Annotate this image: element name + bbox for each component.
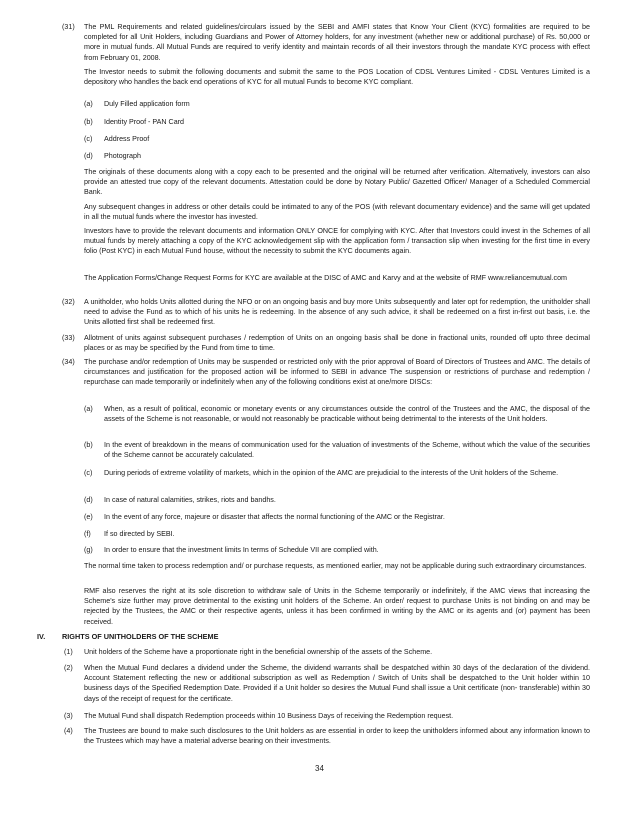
kyc-doc-a-label: (a) xyxy=(84,100,93,108)
clause-31-text: The PML Requirements and related guidelines/circulars issued by the SEBI and AMFI states that Know Your Client (KYC) formalities are required to be completed for all Unit Holders, including Guardians and Power of Attorney holders, for any investment (whether new or additional purchase) of Rs. 50,000 or more in mutual funds. All Mutual Funds are required to verify identity and maintain records of all their investors through the mandate KYC process with effect from February 01, 2008. xyxy=(84,23,590,62)
clause-31-para5: Investors have to provide the relevant documents and information ONLY ONCE for complying with KYC. After that Investors could invest in the Schemes of all mutual funds by merely attaching a copy of the KYC acknowledgement slip with the application form / transaction slip when investing for the first time in every folio (Post KYC) in each Mutual Fund house, without the necessity to submit the KYC documents again. xyxy=(84,227,590,256)
right-2-number: (2) xyxy=(64,664,73,672)
suspension-a-text: When, as a result of political, economic or monetary events or any circumstances outside the control of the Trustees and the AMC, the disposal of the assets of the Scheme is not reasonable, or would not reasonably be practicable without being detrimental to the interests of the Unit holders. xyxy=(104,405,590,424)
suspension-g-label: (g) xyxy=(84,546,93,554)
suspension-d-text: In case of natural calamities, strikes, riots and bandhs. xyxy=(104,496,276,504)
kyc-doc-c-text: Address Proof xyxy=(104,135,150,143)
section-iv-heading: RIGHTS OF UNITHOLDERS OF THE SCHEME xyxy=(62,632,219,641)
section-iv-number: IV. xyxy=(37,632,46,641)
kyc-doc-a-text: Duly Filled application form xyxy=(104,100,190,108)
clause-32-number: (32) xyxy=(62,298,75,306)
clause-33-number: (33) xyxy=(62,334,75,342)
right-1-text: Unit holders of the Scheme have a proportionate right in the beneficial ownership of the assets of the Scheme. xyxy=(84,648,433,656)
suspension-b-label: (b) xyxy=(84,441,93,449)
clause-32-text: A unitholder, who holds Units allotted during the NFO or on an ongoing basis and buy more Units subsequently and later opt for redemption, the unitholder shall need to advise the Fund as to which of his units he is redeeming. In the absence of any such advice, it shall be redeemed on a first in-first out basis, i.e. the Units allotted first shall be redeemed first. xyxy=(84,298,590,327)
clause-34-para2: The normal time taken to process redemption and/ or purchase requests, as mentioned earlier, may not be applicable during such extraordinary circumstances. xyxy=(84,562,587,570)
right-1-number: (1) xyxy=(64,648,73,656)
suspension-c-label: (c) xyxy=(84,469,93,477)
clause-31-para6: The Application Forms/Change Request Forms for KYC are available at the DISC of AMC and Karvy and at the website of RMF www.reliancemutual.com xyxy=(84,274,567,282)
kyc-doc-d-label: (d) xyxy=(84,152,93,160)
page-number: 34 xyxy=(315,764,324,773)
suspension-f-label: (f) xyxy=(84,530,91,538)
suspension-a-label: (a) xyxy=(84,405,93,413)
kyc-doc-b-label: (b) xyxy=(84,118,93,126)
kyc-doc-b-text: Identity Proof - PAN Card xyxy=(104,118,185,126)
suspension-e-text: In the event of any force, majeure or disaster that affects the normal functioning of the AMC or the Registrar. xyxy=(104,513,445,521)
suspension-b-text: In the event of breakdown in the means of communication used for the valuation of investments of the Scheme, without which the value of the securities of the Scheme cannot be accurately calculated. xyxy=(104,441,590,460)
right-3-number: (3) xyxy=(64,712,73,720)
clause-31-number: (31) xyxy=(62,23,75,31)
kyc-doc-d-text: Photograph xyxy=(104,152,141,160)
clause-34-text: The purchase and/or redemption of Units may be suspended or restricted only with the prior approval of Board of Directors of Trustees and AMC. The details of circumstances and justification for the proposed action will be informed to SEBI in advance The suspension or restrictions of purchase and redemption / repurchase can made temporarily or indefinitely when any of the following conditions exist at one/more DISCs: xyxy=(84,358,590,387)
clause-31-para2: The Investor needs to submit the following documents and submit the same to the POS Location of CDSL Ventures Limited - CDSL Ventures Limited is a depository who handles the back end operations of KYC for all mutual Funds to become KYC compliant. xyxy=(84,68,590,87)
right-4-number: (4) xyxy=(64,727,73,735)
right-3-text: The Mutual Fund shall dispatch Redemption proceeds within 10 Business Days of receiving the Redemption request. xyxy=(84,712,454,720)
clause-33-text: Allotment of units against subsequent purchases / redemption of Units on an ongoing basis shall be done in fractional units, rounded off upto three decimal places or as may be specified by the Fund from time to time. xyxy=(84,334,590,353)
clause-31-para4: Any subsequent changes in address or other details could be intimated to any of the POS (with relevant documentary evidence) and the same will get updated in all the mutual funds where the investor has invested. xyxy=(84,203,590,222)
suspension-f-text: If so directed by SEBI. xyxy=(104,530,175,538)
right-4-text: The Trustees are bound to make such disclosures to the Unit holders as are essential in order to keep the unitholders informed about any information known to the Trustees which may have a material adverse bearing on their investments. xyxy=(84,727,590,746)
kyc-doc-c-label: (c) xyxy=(84,135,93,143)
suspension-g-text: In order to ensure that the investment limits In terms of Schedule VII are complied with. xyxy=(104,546,379,554)
suspension-d-label: (d) xyxy=(84,496,93,504)
clause-34-number: (34) xyxy=(62,358,75,366)
right-2-text: When the Mutual Fund declares a dividend under the Scheme, the dividend warrants shall be despatched within 30 days of the declaration of the dividend. Account Statement reflecting the new or additional subscription as well as Redemption / Switch of Units shall be despatched to the Unit holder within 10 business days of the Specified Redemption Date. Provided if a Unit holder so desires the Mutual Fund shall issue a Unit certificate (non- transferable) within 30 days of the receipt of request for the certificate. xyxy=(84,664,590,703)
suspension-e-label: (e) xyxy=(84,513,93,521)
clause-31-para3: The originals of these documents along with a copy each to be presented and the original will be returned after verification. Alternatively, investors can also provide an attested true copy of the relevant documents. Attestation could be done by Notary Public/ Gazetted Officer/ Manager of a Scheduled Commercial Bank. xyxy=(84,168,590,197)
clause-34-para3: RMF also reserves the right at its sole discretion to withdraw sale of Units in the Scheme temporarily or indefinitely, if the AMC views that increasing the Scheme's size further may prove detrimental to the existing unit holders of the Scheme. An order/ request to purchase Units is not binding on and may be rejected by the Trustees, the AMC or their respective agents, unless it has been confirmed in writing by the AMC or its agents and (or) payment has been received. xyxy=(84,587,590,626)
suspension-c-text: During periods of extreme volatility of markets, which in the opinion of the AMC are prejudicial to the interests of the Unit holders of the Scheme. xyxy=(104,469,559,477)
